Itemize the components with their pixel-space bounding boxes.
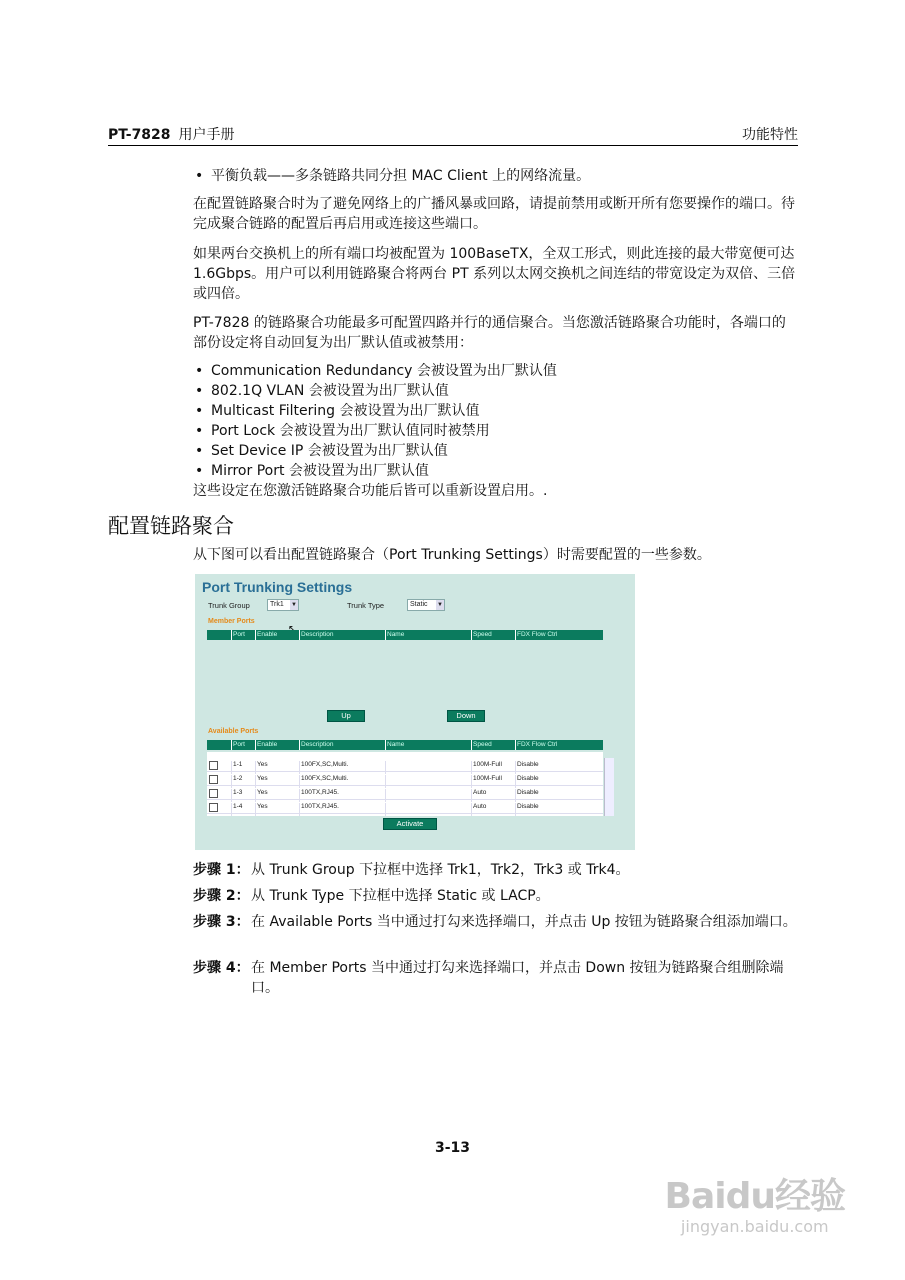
- watermark-url: jingyan.baidu.com: [680, 1217, 829, 1236]
- header-model: PT-7828: [108, 127, 171, 143]
- available-ports-label: Available Ports: [208, 728, 259, 735]
- watermark-brand: Baidu经验: [664, 1176, 845, 1217]
- screenshot-title: Port Trunking Settings: [202, 579, 353, 595]
- step-2: 步骤 2： 从 Trunk Type 下拉框中选择 Static 或 LACP。: [193, 888, 550, 904]
- down-button[interactable]: Down: [447, 710, 485, 722]
- trunk-group-select[interactable]: Trk1 ▼: [267, 599, 299, 611]
- table-row: 1-2 Yes 100FX,SC,Multi. 100M-Full Disable: [207, 772, 603, 786]
- trunk-type-select[interactable]: Static ▼: [407, 599, 445, 611]
- paragraph-2: 如果两台交换机上的所有端口均被配置为 100BaseTX，全双工形式，则此连接的最大带宽便可达 1.6Gbps。用户可以利用链路聚合将两台 PT 系列以太网交换机之间连结的带宽设定为双倍、三倍或四倍。: [193, 246, 796, 302]
- trunk-type-label: Trunk Type: [347, 601, 385, 610]
- list-item: • 802.1Q VLAN 会被设置为出厂默认值: [193, 381, 799, 401]
- member-ports-label: Member Ports: [208, 618, 255, 625]
- paragraph-1: 在配置链路聚合时为了避免网络上的广播风暴或回路，请提前禁用或断开所有您要操作的端口。待完成聚合链路的配置后再启用或连接这些端口。: [193, 196, 795, 232]
- chevron-down-icon: ▼: [437, 602, 443, 608]
- header-manual: 用户手册: [178, 127, 235, 143]
- trunk-group-label: Trunk Group: [208, 601, 250, 610]
- reset-list: [193, 361, 799, 501]
- port-checkbox[interactable]: [209, 761, 218, 770]
- table-row: 1-3 Yes 100TX,RJ45. Auto Disable: [207, 786, 603, 800]
- page-header: [108, 124, 798, 144]
- paragraph-3: PT-7828 的链路聚合功能最多可配置四路并行的通信聚合。当您激活链路聚合功能时，各端口的部份设定将自动回复为出厂默认值或被禁用：: [193, 315, 786, 351]
- list-item: • Port Lock 会被设置为出厂默认值同时被禁用: [193, 421, 799, 441]
- header-left: [108, 124, 235, 144]
- port-checkbox[interactable]: [209, 803, 218, 812]
- list-item: • Set Device IP 会被设置为出厂默认值: [193, 441, 799, 461]
- table-row: 1-1 Yes 100FX,SC,Multi. 100M-Full Disable: [207, 758, 603, 772]
- available-ports-header: Port Enable Description Name Speed FDX Flow Ctrl: [207, 740, 603, 750]
- port-checkbox[interactable]: [209, 789, 218, 798]
- list-item: • Multicast Filtering 会被设置为出厂默认值: [193, 401, 799, 421]
- section-heading: 配置链路聚合: [108, 514, 234, 538]
- header-section: 功能特性: [742, 127, 798, 143]
- paragraph-4: 这些设定在您激活链路聚合功能后皆可以重新设置启用。.: [193, 483, 548, 499]
- port-trunking-screenshot: [195, 574, 635, 850]
- list-item: • Communication Redundancy 会被设置为出厂默认值: [193, 361, 799, 381]
- bullet-top: • 平衡负载——多条链路共同分担 MAC Client 上的网络流量。: [193, 166, 799, 186]
- chevron-down-icon: ▼: [291, 602, 297, 608]
- up-button[interactable]: Up: [327, 710, 365, 722]
- member-ports-header: Port Enable Description Name Speed FDX Flow Ctrl: [207, 630, 603, 640]
- paragraph-5: 从下图可以看出配置链路聚合（Port Trunking Settings）时需要配置的一些参数。: [193, 547, 711, 563]
- activate-button[interactable]: Activate: [383, 818, 437, 830]
- table-row: 1-4 Yes 100TX,RJ45. Auto Disable: [207, 800, 603, 814]
- header-rule: [108, 145, 798, 146]
- port-checkbox[interactable]: [209, 775, 218, 784]
- step-1: 步骤 1： 从 Trunk Group 下拉框中选择 Trk1，Trk2，Trk3 或 Trk4。: [193, 862, 630, 878]
- step-3: 步骤 3： 在 Available Ports 当中通过打勾来选择端口，并点击 Up 按钮为链路聚合组添加端口。: [193, 914, 797, 930]
- watermark-logo: [665, 1168, 845, 1236]
- step-4: 步骤 4： 在 Member Ports 当中通过打勾来选择端口，并点击 Down 按钮为链路聚合组删除端口。: [193, 960, 784, 996]
- list-item: • Mirror Port 会被设置为出厂默认值: [193, 461, 799, 481]
- table-scrollbar[interactable]: [604, 758, 614, 816]
- page-number: 3-13: [434, 1140, 471, 1156]
